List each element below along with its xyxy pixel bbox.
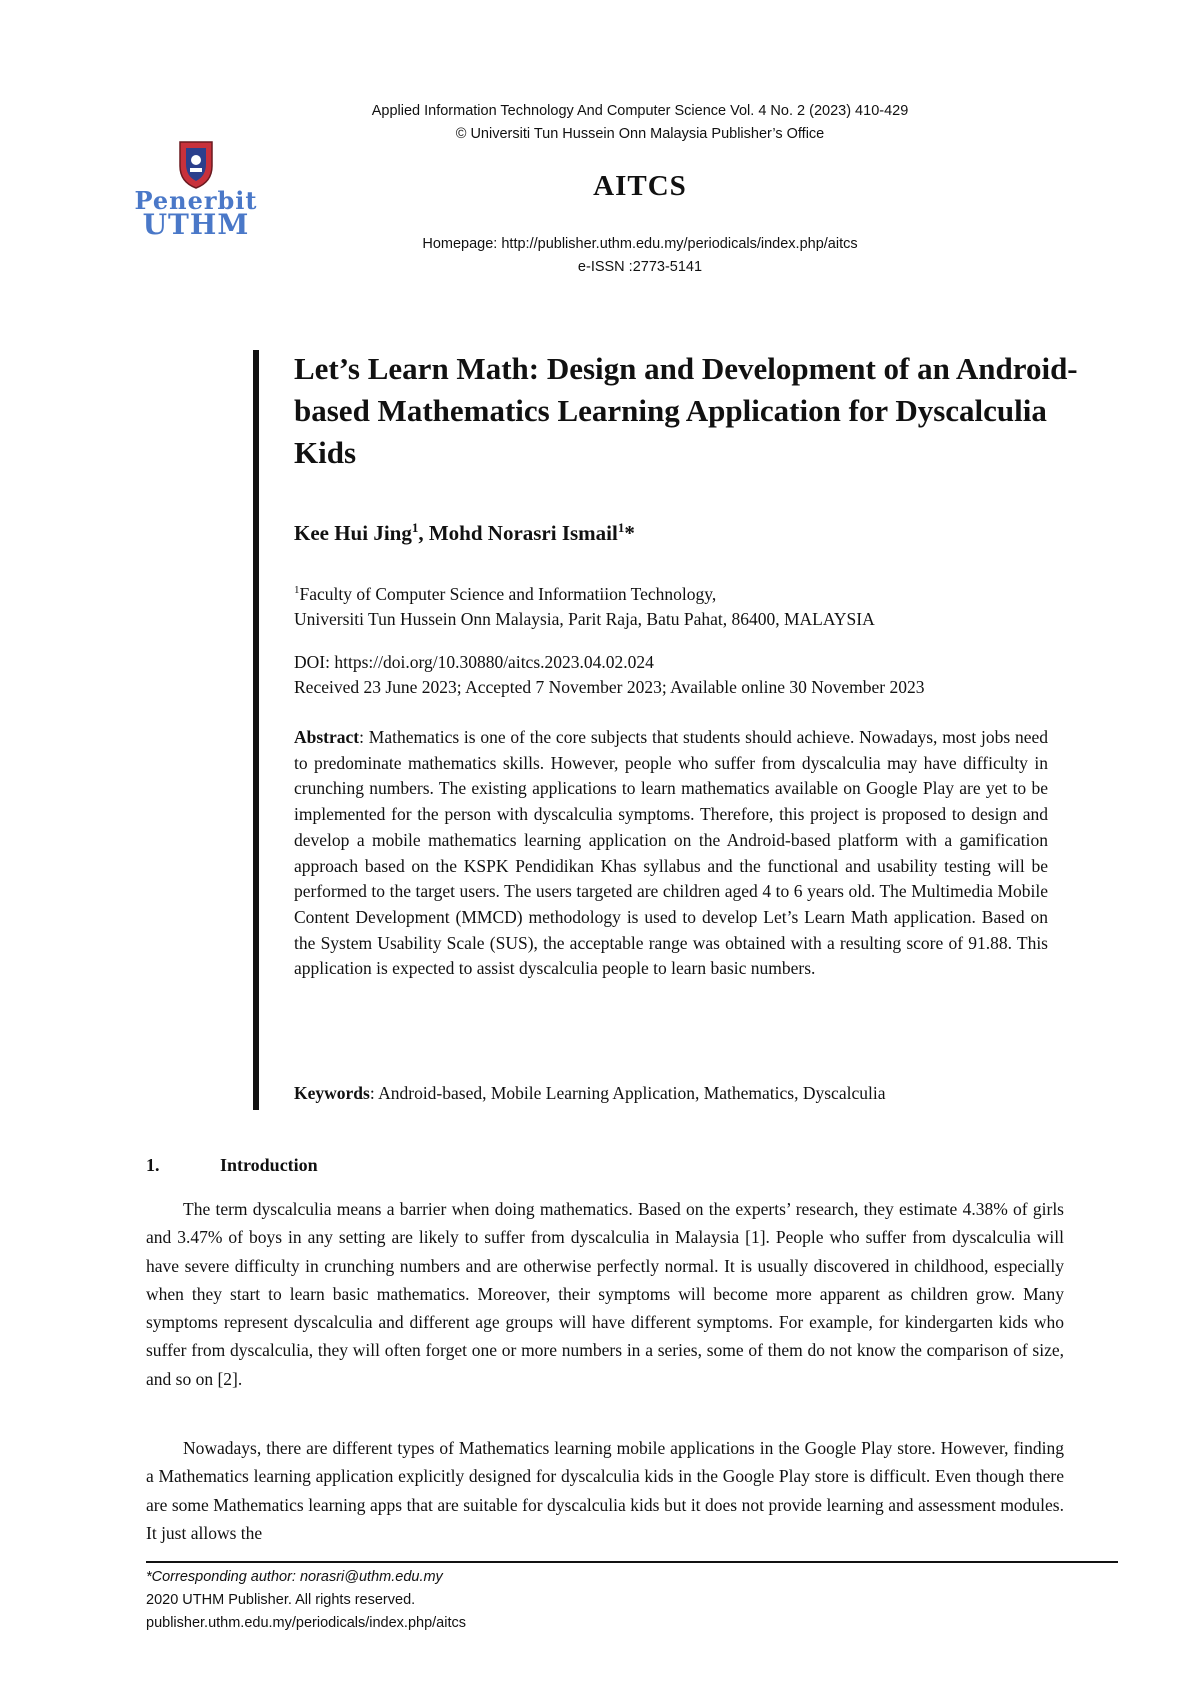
doi-link[interactable]: DOI: https://doi.org/10.30880/aitcs.2023.04.02.024 bbox=[294, 652, 654, 672]
affiliation-mark: 1 bbox=[294, 584, 300, 596]
section-heading-introduction bbox=[146, 1155, 318, 1176]
author-separator: , bbox=[418, 521, 429, 545]
affiliation bbox=[294, 578, 875, 632]
section-number: 1. bbox=[146, 1155, 160, 1175]
author-affiliation-mark: 1 bbox=[411, 520, 419, 535]
doi-block bbox=[294, 650, 925, 700]
journal-citation: Applied Information Technology And Computer Science Vol. 4 No. 2 (2023) 410-429 bbox=[371, 103, 909, 119]
publication-dates: Received 23 June 2023; Accepted 7 November 2023; Available online 30 November 2023 bbox=[294, 677, 925, 697]
affiliation-line: Universiti Tun Hussein Onn Malaysia, Parit Raja, Batu Pahat, 86400, MALAYSIA bbox=[294, 608, 875, 629]
copyright-line: © Universiti Tun Hussein Onn Malaysia Publisher’s Office bbox=[455, 126, 825, 142]
title-block-rule bbox=[253, 350, 259, 1110]
keywords-text: : Android-based, Mobile Learning Application, Mathematics, Dyscalculia bbox=[369, 1083, 886, 1103]
affiliation-line: $^1$Faculty of Computer Science and Informatiion Technology, bbox=[294, 583, 717, 604]
keywords bbox=[294, 1083, 1054, 1104]
page-footer bbox=[146, 1566, 466, 1635]
author-name: Mohd Norasri Ismail bbox=[428, 521, 618, 545]
keywords-label: Keywords bbox=[294, 1083, 370, 1103]
footer-url[interactable]: publisher.uthm.edu.my/periodicals/index.php/aitcs bbox=[146, 1615, 466, 1631]
author-name: Kee Hui Jing bbox=[294, 521, 412, 545]
body-paragraph: Nowadays, there are different types of Mathematics learning mobile applications in the Google Play store. However, finding a Mathematics learning application explicitly designed for dyscalculia kids in the Google Play store is difficult. Even though there are some Mathematics learning apps that are suitable for dyscalculia kids but it does not provide learning and assessment modules. It just allows the bbox=[146, 1438, 1064, 1543]
section-title: Introduction bbox=[220, 1155, 318, 1175]
author-affiliation-mark: 1 bbox=[617, 520, 625, 535]
corresponding-author: *Corresponding author: norasri@uthm.edu.my bbox=[146, 1569, 443, 1585]
abstract-label: Abstract bbox=[294, 727, 360, 747]
corresponding-mark: * bbox=[624, 521, 635, 545]
abstract bbox=[294, 725, 1048, 982]
journal-homepage: Homepage: http://publisher.uthm.edu.my/periodicals/index.php/aitcs bbox=[422, 236, 858, 252]
rights-notice: 2020 UTHM Publisher. All rights reserved. bbox=[146, 1592, 416, 1608]
logo-text-penerbit: Penerbit bbox=[134, 186, 258, 215]
paper-title: Let’s Learn Math: Design and Development of an Android-based Mathematics Learning Application for Dyscalculia Kids bbox=[294, 351, 1078, 470]
body-paragraph: The term dyscalculia means a barrier when doing mathematics. Based on the experts’ research, they estimate 4.38% of girls and 3.47% of boys in any setting are likely to suffer from dyscalculia in Malaysia [1]. People who suffer from dyscalculia will have severe difficulty in crunching numbers and are otherwise perfectly normal. It is usually discovered in childhood, especially when they start to learn basic mathematics. Moreover, their symptoms will become more apparent as children grow. Many symptoms represent dyscalculia and different age groups will have different symptoms. For example, for kindergarten kids who suffer from dyscalculia, they will often forget one or more numbers in a series, some of them do not know the comparison of size, and so on [2]. bbox=[146, 1199, 1064, 1389]
logo-text-uthm: UTHM bbox=[142, 208, 250, 241]
journal-acronym: AITCS bbox=[593, 170, 687, 202]
footer-rule bbox=[146, 1561, 1118, 1563]
author-list bbox=[294, 520, 635, 546]
abstract-text: : Mathematics is one of the core subjects that students should achieve. Nowadays, most jobs need to predominate mathematics skills. However, people who suffer from dyscalculia may have difficulty in crunching numbers. The existing applications to learn mathematics available on Google Play are yet to be implemented for the person with dyscalculia symptoms. Therefore, this project is proposed to design and develop a mobile mathematics learning application on the Android-based platform with a gamification approach based on the KSPK Pendidikan Khas syllabus and the functional and usability testing will be performed to the target users. The users targeted are children aged 4 to 6 years old. The Multimedia Mobile Content Development (MMCD) methodology is used to develop Let’s Learn Math application. Based on the System Usability Scale (SUS), the acceptable range was obtained with a resulting score of 91.88. This application is expected to assist dyscalculia people to learn basic numbers. bbox=[294, 727, 1048, 979]
journal-eissn: e-ISSN :2773-5141 bbox=[577, 259, 703, 275]
